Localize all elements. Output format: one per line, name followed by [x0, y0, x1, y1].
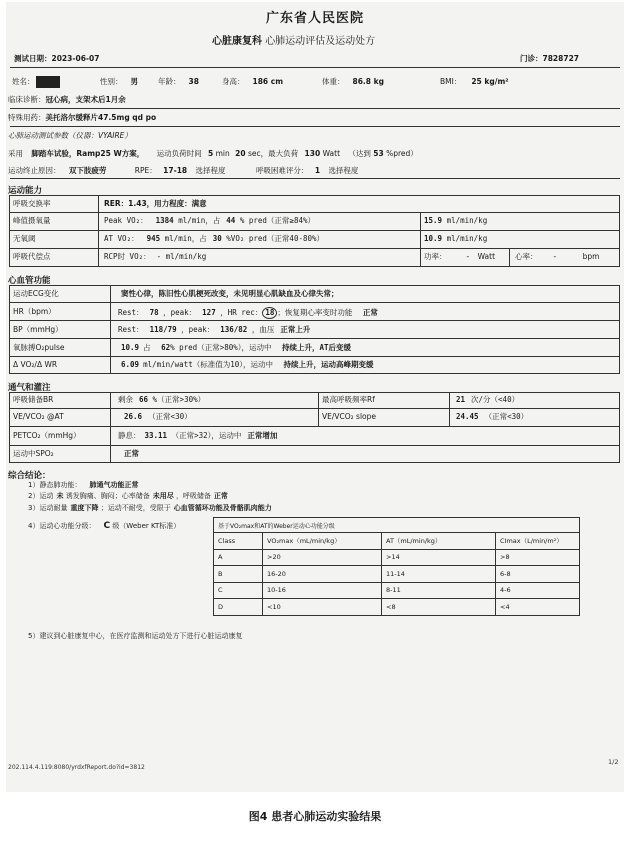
- bp-peak: 136/82: [220, 325, 248, 334]
- hr-rec: 18: [262, 307, 277, 319]
- weber-title: 基于VO₂max和AT的Weber运动心功能分级: [214, 518, 580, 533]
- at-vo2-kg: 10.9: [424, 234, 443, 243]
- height-value: 186 cm: [252, 77, 284, 86]
- name-label: 姓名：: [12, 77, 35, 86]
- table-row: B 16-20 11-14 6-8: [214, 566, 580, 583]
- rpe-value: 17-18: [163, 166, 188, 175]
- petco2-result: 正常增加: [247, 431, 278, 440]
- form-title: 心肺运动评估及运动处方: [265, 36, 376, 47]
- conclusion-lung: 肺通气功能正常: [89, 481, 139, 489]
- hr-peak: 127: [202, 308, 216, 317]
- veco2-at: 26.6: [124, 412, 143, 421]
- table-row: D <10 <8 <4: [214, 599, 580, 616]
- vent-table: [9, 392, 620, 463]
- vent-heading: 通气和灌注: [8, 383, 51, 393]
- weber-class: C: [103, 521, 111, 531]
- clinic-id: 门诊：7828727: [520, 54, 580, 63]
- time-sec: 20: [235, 149, 246, 158]
- dyspnea-value: 1: [314, 166, 321, 175]
- age-value: 38: [188, 77, 199, 86]
- spo2-value: 正常: [124, 449, 139, 458]
- test-date: 测试日期：2023-06-07: [14, 54, 100, 63]
- vo2-wr: 6.09: [121, 360, 140, 369]
- diagnosis-value: 冠心病，支架术后1月余: [45, 95, 126, 104]
- sex-value: 男: [130, 77, 138, 86]
- peak-vo2-pct: 44: [226, 216, 236, 225]
- page-number: 1/2: [608, 758, 619, 766]
- time-min: 5: [208, 149, 214, 158]
- peak-vo2-kg: 15.9: [424, 216, 443, 225]
- hospital-name: 广东省人民医院: [265, 11, 364, 26]
- vo2-wr-result: 持续上升，运动高峰期变缓: [283, 360, 374, 369]
- hr-rec-result: 正常: [362, 308, 378, 317]
- dept-name: 心脏康复科: [212, 36, 262, 47]
- diagnosis-label: 临床诊断：: [8, 95, 46, 104]
- o2-pulse-pct: 62: [161, 343, 171, 352]
- figure-caption: 图4 患者心肺运动实验结果: [248, 810, 382, 823]
- redacted-name: [36, 76, 60, 88]
- petco2-value: 33.11: [144, 431, 168, 440]
- capacity-heading: 运动能力: [8, 186, 43, 196]
- conclusion-heading: 综合结论：: [8, 471, 51, 481]
- br-value: 66: [139, 395, 149, 404]
- table-row: A >20 >14 >8: [214, 549, 580, 566]
- peak-vo2: 1384: [155, 216, 174, 225]
- medication-label: 特殊用药：: [8, 113, 46, 122]
- veco2-slope: 24.45: [456, 412, 479, 421]
- bp-rest: 118/79: [149, 325, 177, 334]
- hr-rest: 78: [149, 308, 159, 317]
- test-mode: 脚踏车试验，Ramp25 W方案，: [31, 149, 145, 158]
- weber-table: [213, 517, 580, 616]
- conclusion-advice: 5）建议到心脏康复中心，在医疗监测和运动处方下进行心脏运动康复: [28, 632, 243, 640]
- params-heading: 心肺运动测试参数（仪器：VYAIRE）: [8, 131, 132, 140]
- cardio-heading: 心血管功能: [8, 276, 51, 286]
- at-vo2: 945: [146, 234, 161, 243]
- report-url: 202.114.4.119:8080/yrdxfReport.do?id=3812: [8, 764, 145, 771]
- rf-value: 21: [456, 395, 466, 404]
- table-row: C 10-16 8-11 4-6: [214, 582, 580, 599]
- medication-value: 美托洛尔缓释片47.5mg qd po: [45, 113, 157, 122]
- bmi-value: 25 kg/m²: [471, 77, 509, 86]
- at-vo2-pct: 30: [212, 234, 222, 243]
- o2-pulse-result: 持续上升，AT后变缓: [282, 343, 352, 352]
- ecg-result: 窦性心律，陈旧性心肌梗死改变，未见明显心肌缺血及心律失常；: [121, 289, 339, 298]
- table-row: Class VO₂max（mL/min/kg） AT（mL/min/kg） CImax（L/min/m²）: [214, 533, 580, 550]
- stop-reason: 双下肢疲劳: [68, 166, 107, 175]
- reach-value: 53: [373, 149, 384, 158]
- o2-pulse: 10.9: [121, 343, 140, 352]
- bp-result: 正常上升: [280, 325, 311, 334]
- rer-value: RER：1.43，用力程度：满意: [104, 199, 207, 208]
- max-load: 130: [304, 149, 321, 158]
- weight-value: 86.8 kg: [352, 77, 384, 86]
